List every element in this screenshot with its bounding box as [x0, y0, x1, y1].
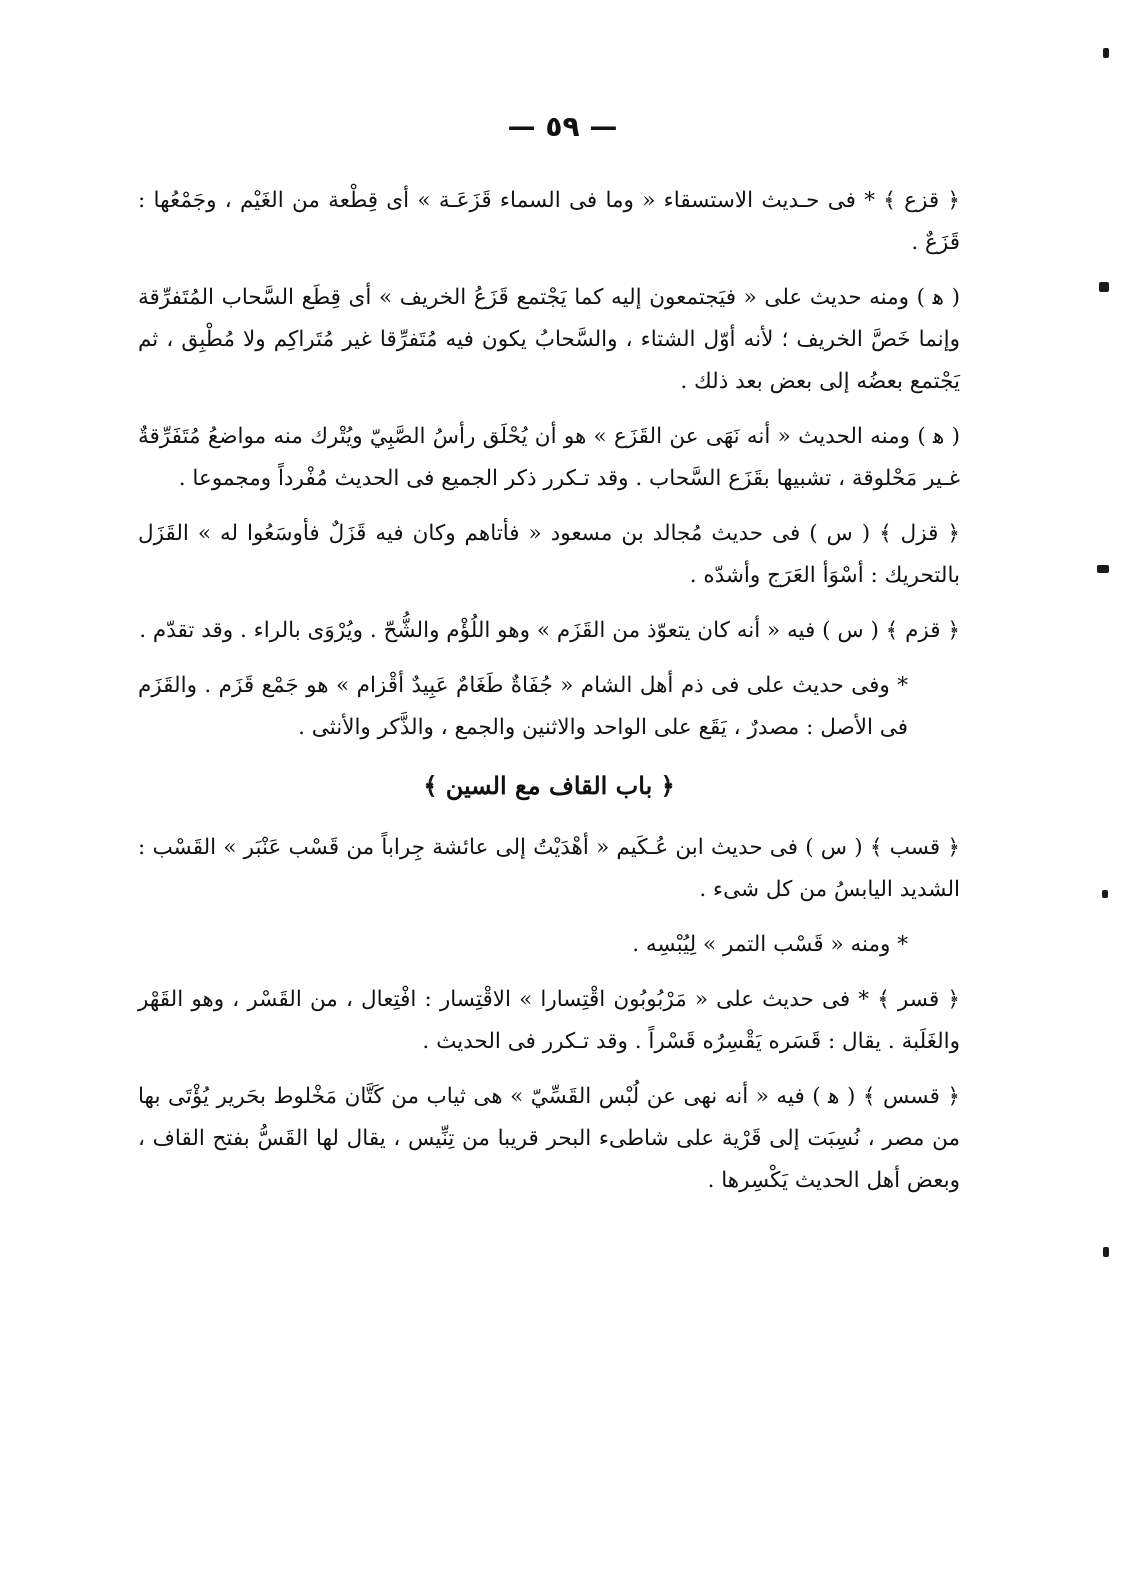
- scan-artifact-dot: [1103, 48, 1109, 58]
- paragraph-qazam-ali: * وفى حديث على فى ذم أهل الشام « جُفَاةٌ طَغَامٌ عَبِيدٌ أقْزام » هو جَمْع قَزَم . والقَزَم فى الأصل : مصدرٌ ، يَقَع على الواحد والاثنين والجمع ، والذَّكر والأنثى .: [138, 673, 908, 740]
- paragraph-qasab-tamr: * ومنه « قَسْب التمر » لِيُبْسِه .: [632, 932, 908, 957]
- paragraph-qazam: ﴿ قزم ﴾ ( س ) فيه « أنه كان يتعوّذ من القَزَم » وهو اللُؤْم والشُّحّ . ويُرْوَى بالراء . وقد تقدّم .: [139, 618, 960, 643]
- scan-artifact-dot: [1102, 890, 1108, 898]
- paragraph-qasab: ﴿ قسب ﴾ ( س ) فى حديث ابن عُـكَيم « أهْدَيْتُ إلى عائشة جِراباً من قَسْب عَنْبَر » القَسْب : الشديد اليابسُ من كل شىء .: [138, 835, 960, 902]
- page-body: [138, 180, 960, 1215]
- section-title: ﴿ باب القاف مع السين ﴾: [423, 771, 675, 800]
- paragraph-qaza-hadith: ( ﻫ ) ومنه الحديث « أنه نَهَى عن القَزَع » هو أن يُحْلَق رأسُ الصَّبِيّ ويُتْرك منه مواضعُ مُتَفَرِّقةٌ غـير مَحْلوقة ، تشبيها بقَزَع السَّحاب . وقد تـكرر ذكر الجميع فى الحديث مُفْرداً ومجموعا .: [138, 424, 960, 491]
- page-number: — ٥٩ —: [507, 110, 618, 143]
- paragraph-qasar: ﴿ قسر ﴾ * فى حديث على « مَرْبُوبُون اقْتِسارا » الاقْتِسار : افْتِعال ، من القَسْر ، وهو القَهْر والغَلَبة . يقال : قَسَره يَقْسِرُه قَسْراً . وقد تـكرر فى الحديث .: [138, 987, 960, 1054]
- scan-artifact-dot: [1103, 1247, 1109, 1257]
- paragraph-qaza-ali: ( ﻫ ) ومنه حديث على « فيَجتمعون إليه كما يَجْتمع قَزَعُ الخريف » أى قِطَع السَّحاب المُتَفرِّقة وإنما خَصَّ الخريف ؛ لأنه أوّل الشتاء ، والسَّحابُ يكون فيه مُتَفرِّقا غير مُتَراكِم ولا مُطْبِق ، ثم يَجْتمع بعضُه إلى بعض بعد ذلك .: [138, 285, 960, 394]
- paragraph-qaza: ﴿ قزع ﴾ * فى حـديث الاستسقاء « وما فى السماء قَزَعَـة » أى قِطْعة من الغَيْم ، وجَمْعُها : قَزَعٌ .: [138, 188, 960, 255]
- paragraph-qazal: ﴿ قزل ﴾ ( س ) فى حديث مُجالد بن مسعود « فأتاهم وكان فيه قَزَلٌ فأوسَعُوا له » القَزَل بالتحريك : أسْوَأ العَرَج وأشدّه .: [138, 521, 960, 588]
- scan-artifact-dot: [1097, 565, 1109, 573]
- paragraph-qasas: ﴿ قسس ﴾ ( ﻫ ) فيه « أنه نهى عن لُبْس القَسِّيّ » هى ثياب من كَتَّان مَخْلوط بحَرير يُؤْتَى بها من مصر ، نُسِبَت إلى قَرْية على شاطىء البحر قريبا من تِنِّيس ، يقال لها القَسُّ بفتح القاف ، وبعض أهل الحديث يَكْسِرها .: [138, 1084, 960, 1193]
- scan-artifact-dot: [1099, 282, 1109, 292]
